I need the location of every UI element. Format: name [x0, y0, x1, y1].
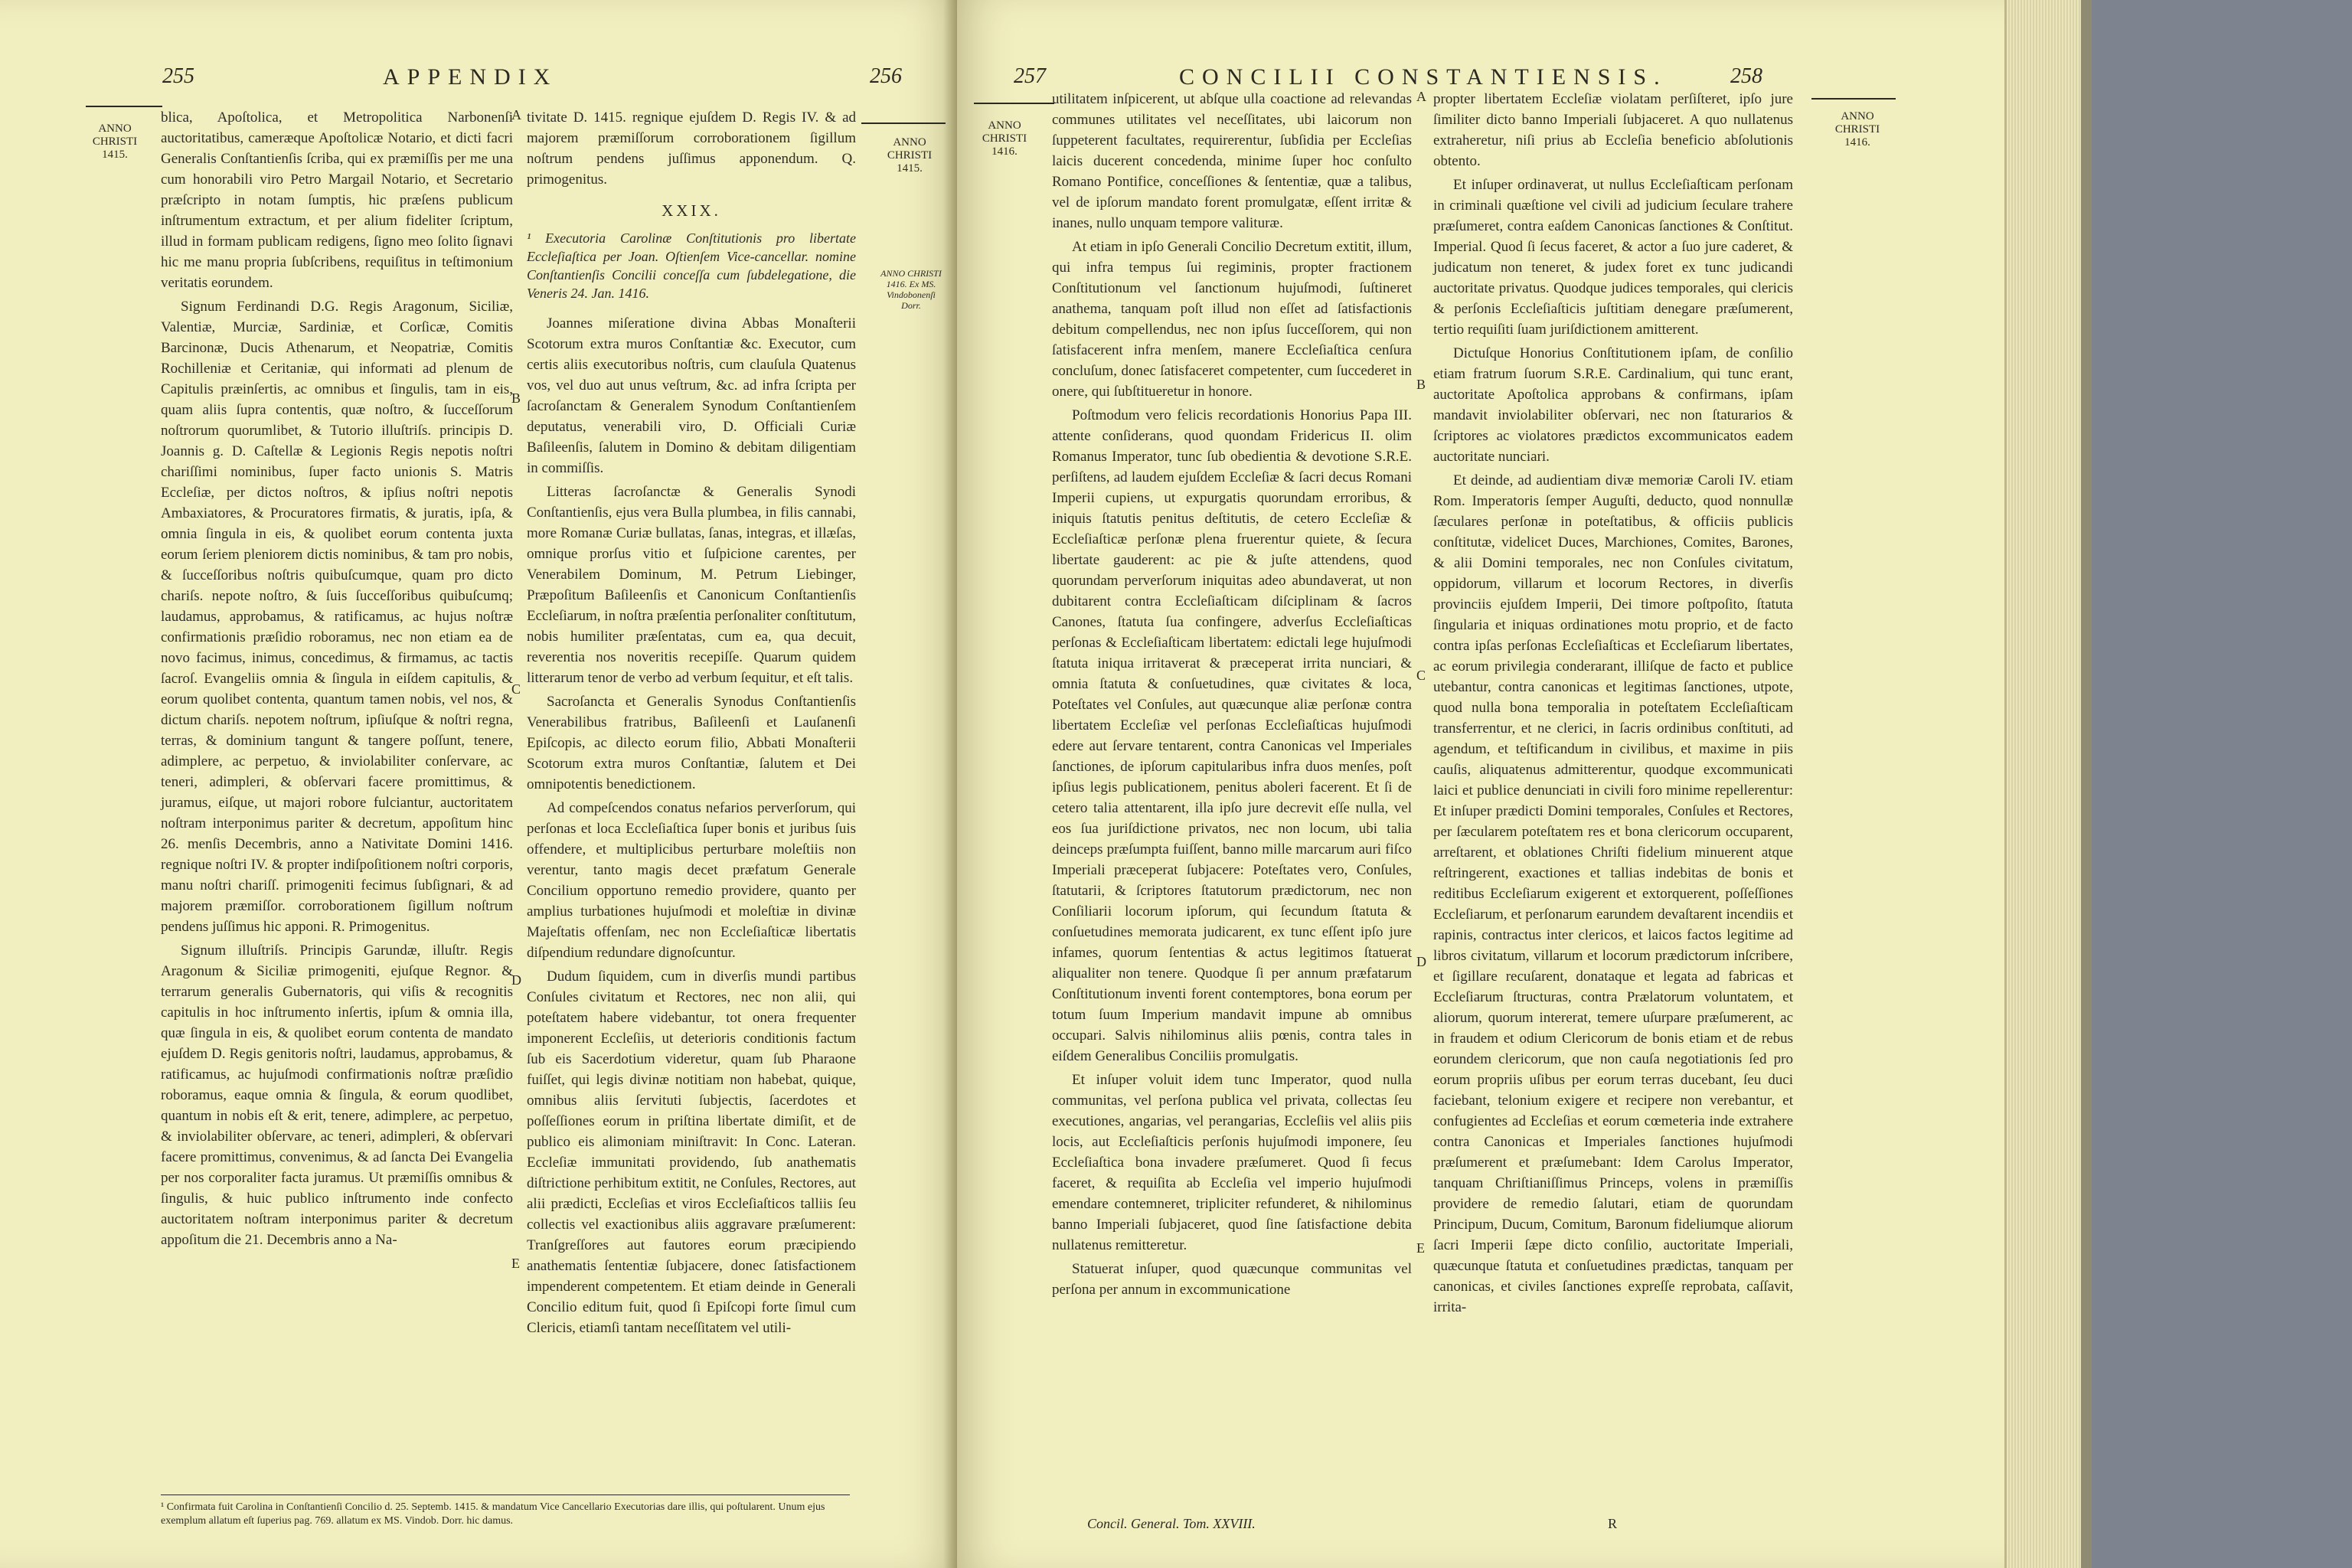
running-title-right: CONCILII CONSTANTIENSIS.: [1179, 64, 1668, 90]
side-note-source: ANNO CHRISTI 1416. Ex MS. Vindobonenſi Dorr.: [880, 268, 942, 311]
section-number: XXIX.: [662, 201, 721, 220]
anno-label-left-2: ANNO CHRISTI 1415.: [887, 136, 933, 175]
right-column-2: [1433, 89, 1793, 1321]
margin-letter-b: B: [1416, 377, 1426, 392]
paragraph: Et inſuper voluit idem tunc Imperator, quod nulla communitas, vel perſona publica vel privata, collectas ſeu executiones, angarias, vel perangarias, Eccleſiis vel aliis piis locis, aut Eccleſiaſticis perſonis hujuſmodi imponere, ſeu Eccleſiaſtica bona invadere præſumeret. Quod ſi fecus faceret, & requiſita ab Eccleſia vel imperio hujuſmodi emendare contemneret, tripliciter refunderet, & nihilominus banno Imperiali ſubjaceret, quod ſine ſatisfactione debita nullatenus remitteretur.: [1052, 1072, 1412, 1253]
margin-letter-c: C: [1416, 668, 1426, 683]
page-number-255: 255: [162, 64, 194, 88]
running-title-left: APPENDIX: [383, 64, 558, 90]
paragraph: propter libertatem Eccleſiæ violatam perſiſteret, ipſo jure ſimiliter dicto banno Imperiali ſubjaceret. A quo nullatenus extraheretur, niſi prius ab Eccleſia beneficio abſolutionis obtento.: [1433, 91, 1793, 169]
page-number-257: 257: [1014, 64, 1046, 88]
left-column-1: [161, 107, 513, 1253]
paragraph: Litteras ſacroſanctæ & Generalis Synodi Conſtantienſis, ejus vera Bulla plumbea, in filis cannabi, more Romanæ Curiæ bullatas, ſanas, integras, et illæſas, omnique prorſus vitio et ſuſpicione carentes, per Venerabilem Dominum, M. Petrum Liebinger, Præpoſitum Baſileenſis et Canonicum Conſtantienſis Eccleſiarum, in noſtra præſentia perſonaliter conſtitutum, nobis humiliter præſentatas, cum ea, qua decuit, reverentia nos noveritis recepiſſe. Quarum quidem litterarum tenor de verbo ad verbum ſequitur, et eſt talis.: [527, 484, 857, 686]
anno-label-left: ANNO CHRISTI 1415.: [92, 122, 138, 161]
paragraph: Dictuſque Honorius Conſtitutionem ipſam, de conſilio etiam fratrum ſuorum S.R.E. Cardinalium, qui tunc erant, auctoritate Apoſtolica approbans & confirmans, ipſam mandavit inviolabiliter obſervari, nec non ſtaturarios & ſcriptores ac violatores prædictos excommunicatos eadem auctoritate nunciari.: [1433, 345, 1793, 465]
left-page: [0, 0, 957, 1568]
paragraph: Poſtmodum vero felicis recordationis Honorius Papa III. attente conſiderans, quod quondam Fridericus II. olim Romanus Imperator, tunc ſub obedientia & devotione S.R.E. perſiſtens, ad laudem ejuſdem Eccleſiæ & ſacri decus Romani Imperii cupiens, ut expurgatis quorundam erroribus, & iniquis ſtatutis penitus deſtitutis, de cetero Eccleſiæ & Eccleſiaſticæ perſonæ plena fruerentur quiete, & ſecura libertate gauderent: ac pie & juſte attendens, quod quorundam perverſorum iniquitas adeo abundaverat, ut non dubitarent contra Eccleſiaſticam diſciplinam & ſacros Canones, ſtatuta ſua confingere, adverſus Eccleſiaſticas perſonas & Eccleſiaſticam libertatem: edictali lege hujuſmodi ſtatuta iniqua irritaverat & præceperat irrita nunciari, & omnia ſtatuta & conſuetudines, quæ civitates & loca, Poteſtates vel Conſules, aut quæcunque aliæ perſonæ contra libertatem Eccleſiæ vel perſonas Eccleſiaſticas hujuſmodi edere aut ſervare tentarent, contra Canonicas vel Imperiales ſanctiones, de ipſorum capitularibus infra duos menſes, poſt ipſius legis publicationem, penitus aboleri facerent. Et ſi de cetero talia attentarent, illa ipſo jure decrevit eſſe nulla, vel eos ſua juriſdictione privatos, nec non locum, ubi talia deinceps præſumpta fuiſſent, banno mille marcarum auri fiſco Imperiali præceperat ſubjacere: Poteſtates vero, Conſules, ſtatutarii, & ſcriptores ſtatutorum prædictorum, nec non Conſiliarii locorum ipſorum, qui ſecundum ſtatuta & conſuetudines memorata judicarent, ex tunc eſſent ipſo jure infames, quorum ſententias & actus legitimos ſtatuerat aliqualiter non tenere. Quodque ſi per annum præfatarum Conſtitutionum inventi forent contemptores, bona eorum per totum ſuum Imperium mandavit impune ab omnibus occupari. Salvis nihilominus aliis pœnis, contra tales in eiſdem Generalibus Conciliis promulgatis.: [1052, 407, 1412, 1064]
left-column-2: [527, 107, 856, 1341]
signature-mark: R: [1608, 1516, 1618, 1531]
paragraph: blica, Apoſtolica, et Metropolitica Narbonenſi auctoritatibus, cameræque Apoſtolicæ Notario, et dicti facri Generalis Conſtantienſis ſcriba, qui ex præmiſſis per me una cum honorabili viro Petro Margail Notario, et Secretario præſcripto in notam ſumptis, hic præſens publicum inſtrumentum extractum, et per alium fideliter ſcriptum, illud in formam publicam redigens, ſigno meo ſolito ſignavi hic me manu propria ſubſcribens, requiſitus in teſtimonium veritatis eorundem.: [161, 109, 513, 291]
page-number-258: 258: [1730, 64, 1762, 88]
paragraph: Joannes miſeratione divina Abbas Monaſterii Scotorum extra muros Conſtantiæ &c. Executor, cum certis aliis executoribus noſtris, cum clauſula Quatenus vos, vel duo aut unus veſtrum, &c. ad infra ſcripta per ſacroſanctam & Generalem Synodum Conſtantienſem deputatus, venerabili viro, D. Officiali Curiæ Baſileenſis, ſalutem in Domino & debitam diligentiam in commiſſis.: [527, 315, 856, 476]
right-column-1: [1052, 89, 1412, 1303]
section-heading: ¹ Executoria Carolinæ Conſtitutionis pro libertate Eccleſiaſtica per Joan. Oſtienſem Vice-cancellar. nomine Conſtantienſis Concilii conceſſa cum ſubdelegatione, die Veneris 24. Jan. 1416.: [527, 230, 856, 301]
margin-letter-d: D: [511, 972, 521, 988]
margin-letter-e: E: [511, 1256, 520, 1271]
paragraph: Et inſuper ordinaverat, ut nullus Eccleſiaſticam perſonam in criminali quæſtione vel civili ad judicium ſeculare trahere præſumeret, contra eaſdem Canonicas ſanctiones & Conſtitut. Imperial. Quod ſi ſecus faceret, & actor a ſuo jure caderet, & judicatum non teneret, & judex foret ex tunc judicandi auctoritate privatus. Quodque judices temporales, qui clericis & perſonis Eccleſiaſticis juſtitiam denegare præſumerent, tertio requiſiti ſuam juriſdictionem amitterent.: [1433, 177, 1793, 338]
margin-letter-e: E: [1416, 1240, 1425, 1256]
margin-letter-a: A: [1416, 89, 1426, 104]
paragraph: Et deinde, ad audientiam divæ memoriæ Caroli IV. etiam Rom. Imperatoris ſemper Auguſti, deducto, quod nonnullæ ſæculares perſonæ in poteſtatibus, & officiis publicis conſtitutæ, videlicet Duces, Marchiones, Comites, Barones, & alii Domini temporales, nec non Conſules civitatum, oppidorum, villarum et locorum Rectores, in diverſis provinciis ejuſdem Imperii, Dei timore poſtpoſito, ſtatuta ſingularia et iniquas ordinationes motu proprio, et de facto contra ipſas perſonas Eccleſiaſticas et Eccleſiarum libertates, ac eorum privilegia conderarant, illiſque de facto et publice utebantur, contra canonicas et legitimas ſanctiones, utpote, quod nulla bona temporalia in poteſtatem Eccleſiaſticam transferrentur, et ne clerici, in ſacris ordinibus conſtituti, ad agendum, et teſtificandum in civilibus, et maxime in piis cauſis, aliquatenus admitterentur, quodque excommunicati laici et publice denunciati in civili foro minime repellerentur: Et inſuper prædicti Domini temporales, Conſules et Rectores, per ſæcularem poteſtatem res et bona clericorum occuparent, arreſtarent, et oblationes Chriſti fidelium minuerent atque reſtringerent, exactiones et tallias indebitas de bonis et reditibus Eccleſiarum exigerent et extorquerent, poſſeſſiones Eccleſiarum, et perſonarum earundem devaſtarent incendiis et rapinis, contractus inter clericos, et laicos factos legitime ad libros civitatum, villarum et locorum prædictorum inſcribere, et ſigillare recuſarent, donataque et legata ad fabricas et Eccleſiarum ſtructuras, contra Prælatorum voluntatem, et aliorum, quorum intererat, temere uſurpare præſumerent, ac in fraudem et odium Clericorum de bonis etiam et de rebus eorundem clericorum, que non cauſa negotiationis ſed pro eorum propriis uſibus per eorum terras ducebant, ſeu duci faciebant, telonium exigere et recipere non verebantur, et confugientes ad Eccleſias et eorum cœmeteria inde extrahere contra Canonicas et Imperiales ſanctiones hujuſmodi præſumerent et præſumebant: Idem Carolus Imperator, tanquam Chriſtianiſſimus Princeps, volens in præmiſſis providere de remedio ſalutari, etiam de quorundam Principum, Ducum, Comitum, Baronum fideliumque aliorum ſacri Imperii ſæpe dicto conſilio, auctoritate Imperiali, quæcunque ſtatuta et conſuetudines prædictas, tanquam per canonicas, et civiles ſanctiones expreſſe reprobata, caſſavit, irrita-: [1433, 472, 1793, 1315]
paragraph: Sacroſancta et Generalis Synodus Conſtantienſis Venerabilibus fratribus, Baſileenſi et Lauſanenſi Epiſcopis, ac dilecto eorum filio, Abbati Monaſterii Scotorum extra muros Conſtantiæ, ſalutem et Dei omnipotentis benedictionem.: [527, 694, 856, 792]
left-margin-rule: [86, 106, 162, 107]
paragraph: Ad compeſcendos conatus nefarios perverſorum, qui perſonas et loca Eccleſiaſtica ſuper bonis et juribus ſuis offendere, et multiplicibus perturbare moleſtiis non verentur, tanto magis decet præfatum Generale Concilium opportuno remedio providere, quanto per amplius turbationes hujuſmodi et moleſtiæ in divinæ Majeſtatis offenſam, nec non Eccleſiaſticæ libertatis diſpendium redundare dignoſcuntur.: [527, 800, 856, 961]
right-margin-rule: [1811, 98, 1896, 100]
paragraph: Signum illuſtriſs. Principis Garundæ, illuſtr. Regis Aragonum & Siciliæ primogeniti, ejuſque Regnor. & terrarum generalis Gubernatoris, qui viſis & recognitis capitulis in hoc inſtrumento inſertis, ipſum & omnia illa, quæ ſingula in eis, & quolibet eorum contenta de mandato ejuſdem D. Regis genitoris noſtri, laudamus, approbamus, & ratificamus, ac hujuſmodi confirmationis noſtræ præſidio roboramus, eaque omnia & ſingula, & eorum quodlibet, quantum in nobis eſt & erit, tenere, adimplere, ac perpetuo, & inviolabiliter obſervare, ac teneri, adimpleri, & obſervari facere promittimus, convenimus, & ad ſancta Dei Evangelia per nos corporaliter facta juramus. Ut præmiſſis omnibus & ſingulis, & huic publico inſtrumento inde confecto auctoritatem noſtram interponimus pariter & decretum appoſitum die 21. Decembris anno a Na-: [161, 942, 513, 1248]
paragraph: Statuerat inſuper, quod quæcunque communitas vel perſona per annum in excommunicatione: [1052, 1261, 1412, 1298]
margin-letter-a: A: [511, 107, 521, 122]
left-margin-rule: [974, 103, 1054, 104]
paragraph: Signum Ferdinandi D.G. Regis Aragonum, Siciliæ, Valentiæ, Murciæ, Sardiniæ, et Corſicæ, Comitis Barcinonæ, Ducis Athenarum, et Neopatriæ, Comitis Rochilleniæ et Ceritaniæ, qui informati ad plenum de Capitulis præinſertis, ac omnibus et ſingulis, tam in eis, quam aliis ſupra contentis, quæ noſtro, & ſucceſſorum noſtrorum quorumlibet, & Tutorio illuſtriſs. principis D. Joannis g. D. Caſtellæ & Legionis Regis nepotis noſtri chariſſimi nominibus, ſuper facto unionis S. Matris Eccleſiæ, per dictos noſtros, & ipſius noſtri nepotis Ambaxiatores, & Procuratores firmatis, & juratis, ipſa, & omnia ſingula in eis, & quolibet eorum contenta juxta eorum ſeriem pleniorem dictis nominibus, & tam pro nobis, & ſucceſſoribus noſtris quibuſcumque, quam pro dicto chariſs. nepote noſtro, & ſuis ſucceſſoribus quibuſcumq; laudamus, approbamus, & ratificamus, ac hujus noſtræ confirmationis præſidio roboramus, nec non etiam ea de novo facimus, inimus, concedimus, & firmamus, ac tactis ſacroſ. Evangeliis omnia & ſingula in eiſdem capitulis, & eorum quolibet contenta, quantum tamen nobis, vel nos, & dictum chariſs. nepotem noſtrum, ipſiuſque & noſtri regna, terras, & dominium tangunt & tangere poſſunt, tenere, adimplere, ac perpetuo, & inviolabiliter conſervare, ac teneri, adimpleri, & obſervari facere promittimus, & juramus, eiſque, ut majori robore fulciantur, auctoritatem noſtram interponimus pariter & decretum, appoſitum hinc 26. menſis Decembris, anno a Nativitate Domini 1416. regnique noſtri IV. & propter indiſpoſitionem noſtri corporis, manu noſtri chariſſ. primogeniti fecimus ſubſignari, & ad majorem præmiſſor. corroborationem ſigillum noſtrum pendens juſſimus hic apponi. R. Primogenitus.: [161, 299, 513, 935]
book-page-edges: [2004, 0, 2083, 1568]
paragraph: At etiam in ipſo Generali Concilio Decretum extitit, illum, qui infra tempus ſui regiminis, propter fractionem Conſtitutionum vel ſanctionum hujuſmodi, ſuſtineret anathema, tanquam poſt illud non eſſet ad ſatisfactionis debitum compellendus, nec non ipſus ſucceſſorem, qui non ſatisfacerent infra menſem, manere Eccleſiaſtica cenſura concluſum, donec ſatisfaceret competenter, cum ſuccederet in onere, qui ſubſtitueretur in honore.: [1052, 239, 1412, 400]
anno-label-right: ANNO CHRISTI 1416.: [982, 119, 1027, 158]
signature-volume: Concil. General. Tom. XXVIII.: [1087, 1516, 1256, 1531]
paragraph: Dudum ſiquidem, cum in diverſis mundi partibus Conſules civitatum et Rectores, nec non alii, qui poteſtatem habere videbantur, tot onera frequenter imponerent Eccleſiis, ut deterioris conditionis factum ſub eis Sacerdotium videretur, quam ſub Pharaone fuiſſet, qui legis divinæ notitiam non habebat, quique, omnibus aliis ſervituti ſubjectis, ſacerdotes et poſſeſſiones eorum in priſtina libertate dimiſit, et de publico eis alimoniam miniſtravit: In Conc. Lateran. Eccleſiæ immunitati providendo, ſub anathematis diſtrictione perhibitum extitit, ne Conſules, Rectores, aut alii prædicti, Eccleſias et viros Eccleſiaſticos talliis ſeu collectis vel exactionibus aliis aggravare præſumerent: Tranſgreſſores aut fautores eorum præcipiendo anathematis ſententiæ ſubjacere, donec ſatisfactionem impenderent competentem. Et etiam deinde in Generali Concilio editum fuit, quod ſi Epiſcopi forte ſimul cum Clericis, etiamſi tantam neceſſitatem vel utili-: [527, 969, 856, 1336]
margin-letter-d: D: [1416, 954, 1426, 969]
paragraph: tivitate D. 1415. regnique ejuſdem D. Regis IV. & ad majorem præmiſſorum corroborationem ſigillum noſtrum pendens juſſimus apponendum. Q. primogenitus.: [527, 109, 856, 188]
margin-letter-c: C: [511, 681, 521, 697]
margin-letter-b: B: [511, 390, 521, 406]
footnote-rule: [161, 1494, 850, 1495]
book-cover-edge: [2081, 0, 2092, 1568]
footnote: ¹ Confirmata fuit Carolina in Conſtantienſi Concilio d. 25. Septemb. 1415. & mandatum Vice Cancellario Executorias dare illis, qui poſtularent. Unum ejus exemplum allatum eſt ſuperius pag. 769. allatum ex MS. Vindob. Dorr. hic damus.: [161, 1501, 825, 1527]
paragraph: utilitatem inſpicerent, ut abſque ulla coactione ad relevandas communes utilitates vel neceſſitates, ubi laicorum non ſuppeterent facultates, requirerentur, ſubſidia per Eccleſias laicis ducerent concedenda, minime ſuper hoc conſulto Romano Pontifice, conceſſiones & ſententiæ, quæ a talibus, vel de ipſorum mandato forent promulgatæ, eſſent irritæ & inanes, nullo unquam tempore valituræ.: [1052, 91, 1412, 231]
right-page: [957, 0, 2004, 1568]
page-number-256: 256: [870, 64, 902, 88]
anno-label-right-2: ANNO CHRISTI 1416.: [1834, 110, 1880, 149]
right-margin-rule: [861, 122, 946, 124]
